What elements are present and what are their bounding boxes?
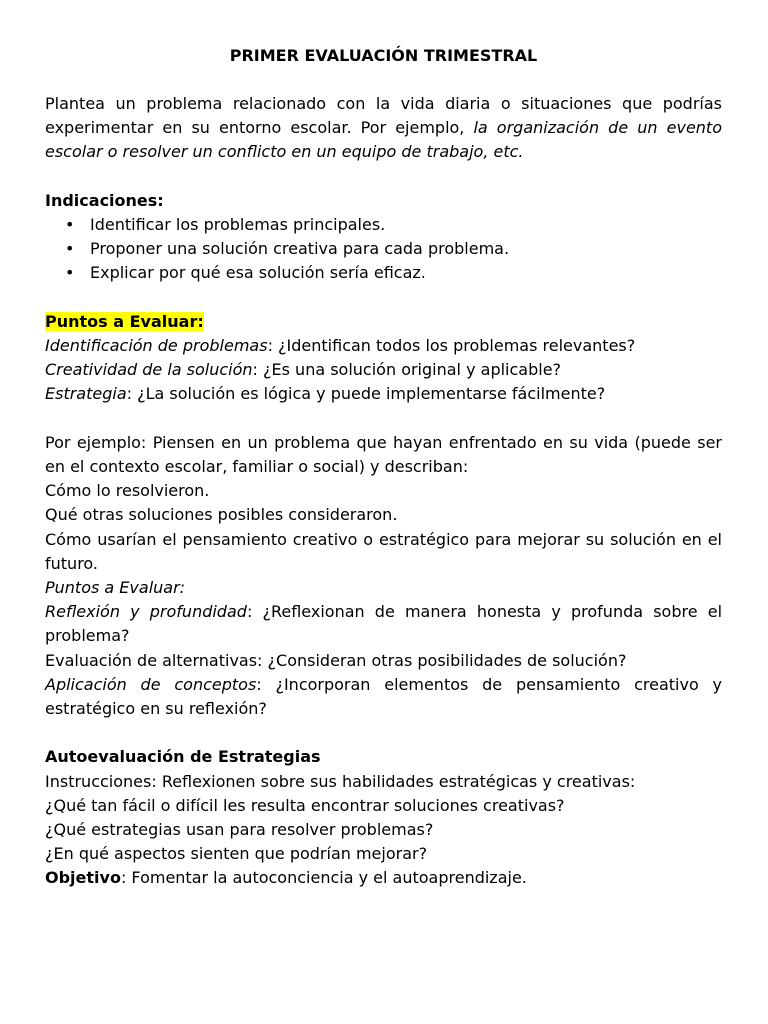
list-item (45, 213, 722, 237)
list-item-text: Explicar por qué esa solución sería eficaz. (90, 263, 426, 283)
intro-example: la organización de un evento escolar o resolver un conflicto en un equipo de trabajo, etc. (45, 118, 722, 162)
criterion-line (45, 673, 722, 721)
criterion-line (45, 600, 722, 648)
spacer (45, 721, 722, 745)
criterion-line (45, 358, 722, 382)
criterion-line: Evaluación de alternativas: ¿Consideran otras posibilidades de solución? (45, 650, 627, 670)
criterion-term: Creatividad de la solución (45, 360, 253, 380)
bullet-icon: • (65, 239, 75, 259)
criterion-line (45, 382, 722, 406)
question-line: ¿En qué aspectos sienten que podrían mejorar? (45, 844, 428, 864)
highlighted-heading: Puntos a Evaluar: (45, 311, 204, 331)
example-creative: Cómo usarían el pensamiento creativo o estratégico para mejorar su solución en el futuro. (45, 529, 722, 573)
criterion-term: Aplicación de conceptos (45, 674, 257, 694)
instrucciones-line: Instrucciones: Reflexionen sobre sus habilidades estratégicas y creativas: (45, 771, 636, 791)
criterion-line (45, 334, 722, 358)
criterion-text: : ¿Reflexionan de manera honesta y profunda sobre el problema? (45, 602, 723, 646)
list-item-text: Proponer una solución creativa para cada problema. (90, 239, 510, 259)
autoevaluacion-heading: Autoevaluación de Estrategias (45, 747, 321, 767)
spacer (45, 286, 722, 310)
question-line: ¿Qué estrategias usan para resolver problemas? (45, 820, 434, 840)
bullet-icon: • (65, 263, 75, 283)
indicaciones-list (45, 213, 722, 286)
bullet-icon: • (65, 215, 75, 234)
criterion-text: : ¿Identifican todos los problemas relevantes? (267, 336, 636, 355)
objetivo-line (45, 866, 722, 890)
objetivo-text: : Fomentar la autoconciencia y el autoaprendizaje. (120, 868, 527, 888)
criterion-term: Reflexión y profundidad (45, 602, 247, 622)
question-line: ¿Qué tan fácil o difícil les resulta encontrar soluciones creativas? (45, 795, 565, 815)
example-line: Qué otras soluciones posibles consideraron. (45, 505, 398, 525)
puntos-heading (45, 310, 722, 334)
example-puntos-heading: Puntos a Evaluar: (45, 578, 186, 598)
criterion-text: : ¿Incorporan elementos de pensamiento creativo y estratégico en su reflexión? (45, 674, 723, 719)
example-line: Cómo lo resolvieron. (45, 481, 210, 501)
criterion-text: : ¿La solución es lógica y puede implementarse fácilmente? (126, 384, 606, 404)
criterion-term: Estrategia (45, 384, 127, 404)
objetivo-label: Objetivo (45, 868, 121, 888)
intro-text: Plantea un problema relacionado con la vida diaria o situaciones que podrías experimentar en su entorno escolar. Por ejemplo, (45, 94, 722, 138)
list-item (45, 237, 722, 261)
example-intro: Por ejemplo: Piensen en un problema que hayan enfrentado en su vida (puede ser en el contexto escolar, familiar o social) y describan: (45, 432, 722, 476)
list-item-text: Identificar los problemas principales. (90, 215, 386, 234)
criterion-term: Identificación de problemas (45, 336, 268, 355)
document-page (45, 44, 722, 891)
spacer (45, 407, 722, 431)
spacer (45, 165, 722, 189)
criterion-text: : ¿Es una solución original y aplicable? (252, 360, 562, 380)
document-title: PRIMER EVALUACIÓN TRIMESTRAL (229, 46, 538, 65)
indicaciones-heading: Indicaciones: (45, 190, 164, 210)
intro-paragraph (45, 92, 722, 165)
list-item (45, 261, 722, 285)
